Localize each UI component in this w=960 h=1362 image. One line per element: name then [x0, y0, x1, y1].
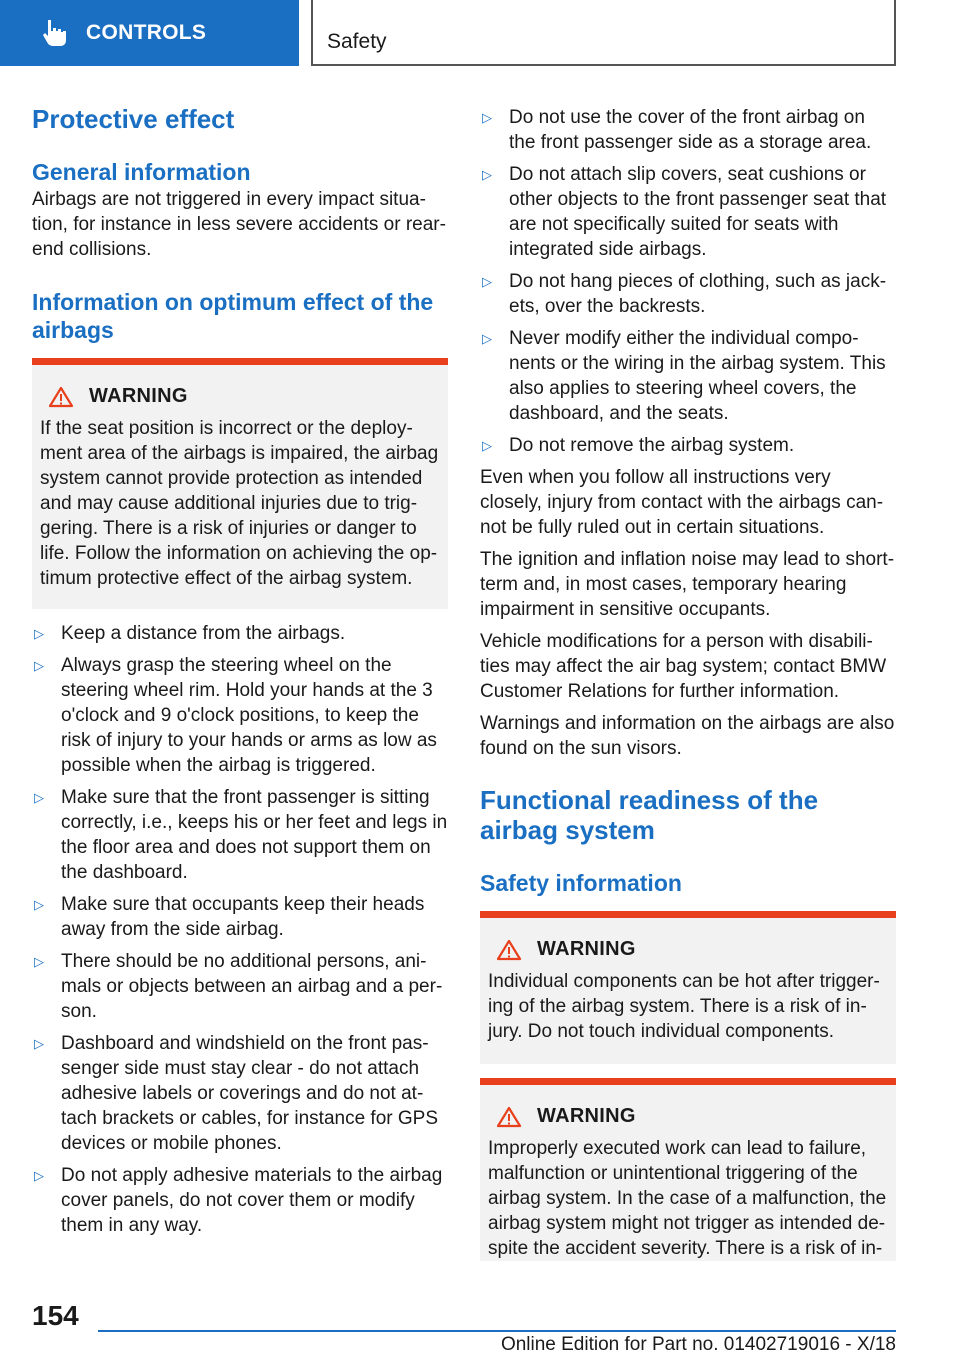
controls-tab-label: CONTROLS	[86, 21, 207, 44]
list-item: ▷ There should be no additional persons, animals or objects between an airbag and a person.	[34, 951, 443, 1022]
bullet-marker: ▷	[482, 167, 492, 182]
subheading-safety-information: Safety information	[480, 870, 682, 896]
warning-box	[32, 358, 448, 609]
list-item: ▷ Do not attach slip covers, seat cushions or other objects to the front passenger seat that are not specifically suited for seats with integrated side airbags.	[482, 164, 887, 260]
list-item: ▷ Make sure that the front passenger is sitting correctly, i.e., keeps his or her feet and legs in the floor area and does not support them on the dashboard.	[34, 787, 448, 883]
warning-title: WARNING	[537, 1105, 636, 1127]
edition-text: Online Edition for Part no. 01402719016 - X/18	[500, 1334, 896, 1355]
list-item: ▷ Make sure that occupants keep their heads away from the side airbag.	[34, 894, 425, 940]
general-information-text: Airbags are not triggered in every impact situation, for instance in less severe accidents or rear-end collisions.	[32, 189, 446, 260]
list-item: ▷ Do not use the cover of the front airbag on the front passenger side as a storage area.	[482, 107, 872, 153]
left-column	[32, 100, 448, 1245]
warning-triangle-icon	[496, 1106, 522, 1128]
controls-tab[interactable]	[0, 0, 299, 66]
page-header	[0, 0, 960, 66]
warning-header	[488, 938, 888, 961]
bullet-marker: ▷	[34, 658, 44, 673]
warning-text: Improperly executed work can lead to failure, malfunction or unintentional triggering of the airbag system. In the case of a malfunction, the airbag system might not trigger as intended despite the accident severity. There is a risk of in-	[488, 1138, 887, 1259]
warning-header	[40, 385, 440, 408]
bullet-marker: ▷	[482, 331, 492, 346]
section-header	[311, 0, 896, 66]
paragraph: The ignition and inflation noise may lead to short-term and, in most cases, temporary hearing impairment in sensitive occupants.	[480, 549, 895, 620]
subheading-general-information: General information	[32, 159, 251, 185]
list-item: ▷ Do not apply adhesive materials to the airbag cover panels, do not cover them or modify them in any way.	[34, 1165, 443, 1236]
warning-header	[488, 1105, 888, 1128]
bullet-marker: ▷	[34, 626, 44, 641]
paragraph: Warnings and information on the airbags are also found on the sun visors.	[480, 713, 895, 759]
warning-triangle-icon	[48, 386, 74, 408]
bullet-marker: ▷	[34, 954, 44, 969]
warning-title: WARNING	[89, 385, 188, 407]
pointing-hand-icon	[40, 18, 68, 48]
section-label: Safety	[327, 30, 387, 53]
warning-box	[480, 1078, 896, 1261]
bullet-marker: ▷	[34, 790, 44, 805]
bullet-marker: ▷	[482, 438, 492, 453]
bullet-marker: ▷	[482, 274, 492, 289]
warning-text: If the seat position is incorrect or the deployment area of the airbags is impaired, the airbag system cannot provide protection as intended and may cause additional injuries due to triggering. There is a risk of injuries or danger to life. Follow the information on achieving the optimum protective effect of the airbag system.	[40, 418, 439, 589]
list-item: ▷ Always grasp the steering wheel on the steering wheel rim. Hold your hands at the 3 o'clock and 9 o'clock positions, to keep the risk of injury to your hands or arms as low as possible when the airbag is triggered.	[34, 655, 437, 776]
subheading-optimum-effect: Information on optimum effect of the airbags	[32, 289, 434, 343]
right-column	[480, 100, 896, 1261]
footer-divider	[98, 1330, 896, 1332]
list-item: ▷ Keep a distance from the airbags.	[34, 623, 346, 644]
bullet-marker: ▷	[34, 1168, 44, 1183]
paragraph: Vehicle modifications for a person with disabilities may affect the air bag system; contact BMW Customer Relations for further information.	[480, 631, 887, 702]
list-item: ▷ Never modify either the individual components or the wiring in the airbag system. This also applies to steering wheel covers, the dashboard, and the seats.	[482, 328, 886, 424]
airbag-instructions-list-continued	[480, 105, 896, 458]
warning-triangle-icon	[496, 939, 522, 961]
list-item: ▷ Dashboard and windshield on the front passenger side must stay clear - do not attach adhesive labels or coverings and do not attach brackets or cables, for instance for GPS devices or mobile phones.	[34, 1033, 439, 1154]
bullet-marker: ▷	[34, 897, 44, 912]
section-title-functional-readiness: Functional readiness of the airbag system	[480, 785, 819, 845]
paragraph: Even when you follow all instructions very closely, injury from contact with the airbags cannot be fully ruled out in certain situations.	[480, 467, 884, 538]
bullet-marker: ▷	[34, 1036, 44, 1051]
bullet-marker: ▷	[482, 110, 492, 125]
list-item: ▷ Do not hang pieces of clothing, such as jackets, over the backrests.	[482, 271, 887, 317]
section-title-protective-effect: Protective effect	[32, 104, 235, 134]
page-number: 154	[32, 1300, 79, 1331]
warning-title: WARNING	[537, 938, 636, 960]
list-item: ▷ Do not remove the airbag system.	[482, 435, 795, 456]
airbag-instructions-list	[32, 621, 448, 1238]
warning-box	[480, 911, 896, 1064]
warning-text: Individual components can be hot after triggering of the airbag system. There is a risk of injury. Do not touch individual components.	[488, 971, 880, 1042]
